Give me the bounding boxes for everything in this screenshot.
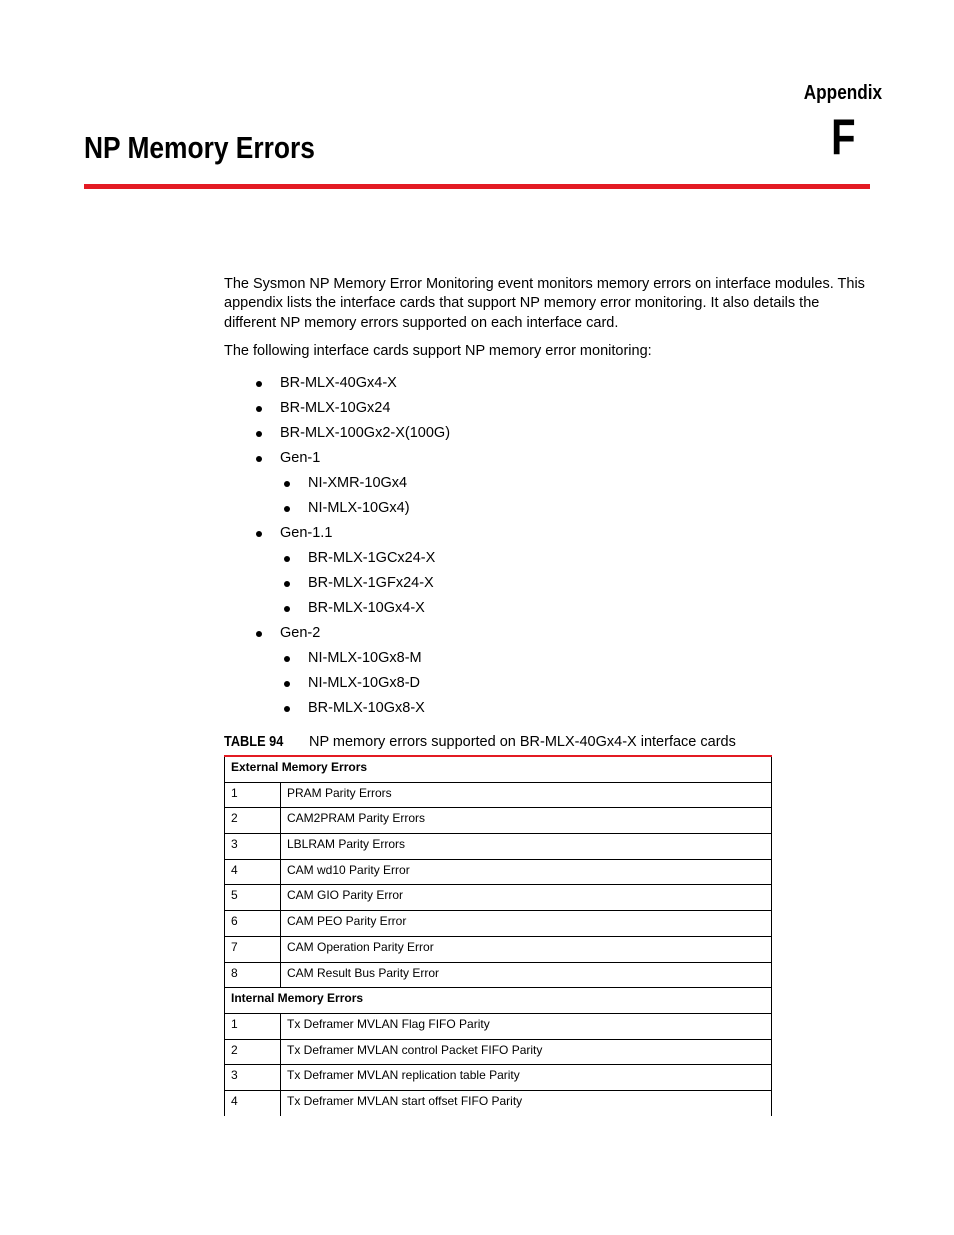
list-item <box>224 546 874 571</box>
table-row <box>225 859 772 885</box>
bullet-icon <box>284 706 290 712</box>
row-number: 4 <box>225 1090 281 1115</box>
table-section-row <box>225 988 772 1014</box>
appendix-letter: F <box>831 109 856 165</box>
list-item <box>224 496 874 521</box>
row-number: 5 <box>225 885 281 911</box>
row-number: 2 <box>225 808 281 834</box>
table-caption <box>224 732 772 754</box>
bullet-icon <box>284 556 290 562</box>
table-row <box>225 834 772 860</box>
bullet-icon <box>256 631 262 637</box>
table-row <box>225 1090 772 1115</box>
list-item-label: Gen-2 <box>280 624 321 641</box>
error-name: CAM wd10 Parity Error <box>281 859 772 885</box>
error-name: LBLRAM Parity Errors <box>281 834 772 860</box>
bullet-icon <box>284 681 290 687</box>
list-item <box>224 571 874 596</box>
list-item <box>224 596 874 621</box>
list-item-label: BR-MLX-10Gx24 <box>280 399 391 416</box>
row-number: 3 <box>225 834 281 860</box>
row-number: 4 <box>225 859 281 885</box>
list-item <box>224 621 874 646</box>
list-item <box>224 396 874 421</box>
table-row <box>225 1065 772 1091</box>
list-item <box>224 671 874 696</box>
row-number: 6 <box>225 911 281 937</box>
list-item-label: NI-MLX-10Gx8-D <box>308 674 420 691</box>
list-item <box>224 646 874 671</box>
list-item <box>224 696 874 721</box>
bullet-icon <box>256 381 262 387</box>
table-section-header: External Memory Errors <box>225 757 772 782</box>
error-name: CAM GIO Parity Error <box>281 885 772 911</box>
bullet-icon <box>256 431 262 437</box>
error-name: Tx Deframer MVLAN control Packet FIFO Parity <box>281 1039 772 1065</box>
error-name: Tx Deframer MVLAN start offset FIFO Parity <box>281 1090 772 1115</box>
table-row <box>225 962 772 988</box>
error-name: CAM2PRAM Parity Errors <box>281 808 772 834</box>
table-row <box>225 936 772 962</box>
bullet-icon <box>284 606 290 612</box>
list-item-label: BR-MLX-10Gx4-X <box>308 599 425 616</box>
row-number: 3 <box>225 1065 281 1091</box>
bullet-icon <box>256 456 262 462</box>
table-row <box>225 808 772 834</box>
list-item <box>224 471 874 496</box>
table-section-row <box>225 757 772 782</box>
page-title: NP Memory Errors <box>84 130 315 165</box>
lead-paragraph: The following interface cards support NP memory error monitoring: <box>224 343 652 360</box>
list-item-label: BR-MLX-100Gx2-X(100G) <box>280 424 451 441</box>
row-number: 1 <box>225 1013 281 1039</box>
errors-table <box>224 757 772 1116</box>
table-row <box>225 1039 772 1065</box>
row-number: 7 <box>225 936 281 962</box>
list-item-label: BR-MLX-10Gx8-X <box>308 699 425 716</box>
table-row <box>225 911 772 937</box>
appendix-label: Appendix <box>803 82 882 104</box>
error-name: Tx Deframer MVLAN Flag FIFO Parity <box>281 1013 772 1039</box>
table-row <box>225 782 772 808</box>
bullet-icon <box>284 581 290 587</box>
row-number: 1 <box>225 782 281 808</box>
table-tag: TABLE 94 <box>224 734 284 750</box>
list-item <box>224 371 874 396</box>
list-item <box>224 421 874 446</box>
list-item-label: BR-MLX-1GCx24-X <box>308 549 436 566</box>
bullet-icon <box>284 506 290 512</box>
list-item-label: BR-MLX-40Gx4-X <box>280 374 397 391</box>
list-item <box>224 521 874 546</box>
row-number: 8 <box>225 962 281 988</box>
card-list <box>224 371 874 721</box>
list-item-label: NI-MLX-10Gx4) <box>308 499 410 516</box>
list-item <box>224 446 874 471</box>
bullet-icon <box>284 656 290 662</box>
list-item-label: Gen-1 <box>280 449 321 466</box>
list-item-label: BR-MLX-1GFx24-X <box>308 574 434 591</box>
table-row <box>225 1013 772 1039</box>
intro-paragraph: The Sysmon NP Memory Error Monitoring event monitors memory errors on interface modules. This appendix lists the interface cards that support NP memory error monitoring. It also details the different NP memory errors supported on each interface card. <box>224 276 865 331</box>
error-name: CAM PEO Parity Error <box>281 911 772 937</box>
list-item-label: NI-XMR-10Gx4 <box>308 474 408 491</box>
bullet-icon <box>284 481 290 487</box>
bullet-icon <box>256 406 262 412</box>
table-section-header: Internal Memory Errors <box>225 988 772 1014</box>
table-row <box>225 885 772 911</box>
list-item-label: Gen-1.1 <box>280 524 333 541</box>
error-name: PRAM Parity Errors <box>281 782 772 808</box>
bullet-icon <box>256 531 262 537</box>
content <box>224 275 874 721</box>
list-item-label: NI-MLX-10Gx8-M <box>308 649 422 666</box>
row-number: 2 <box>225 1039 281 1065</box>
table-caption-text: NP memory errors supported on BR-MLX-40Gx4-X interface cards <box>309 734 736 750</box>
error-name: CAM Operation Parity Error <box>281 936 772 962</box>
error-name: Tx Deframer MVLAN replication table Parity <box>281 1065 772 1091</box>
error-name: CAM Result Bus Parity Error <box>281 962 772 988</box>
title-divider <box>84 184 870 189</box>
